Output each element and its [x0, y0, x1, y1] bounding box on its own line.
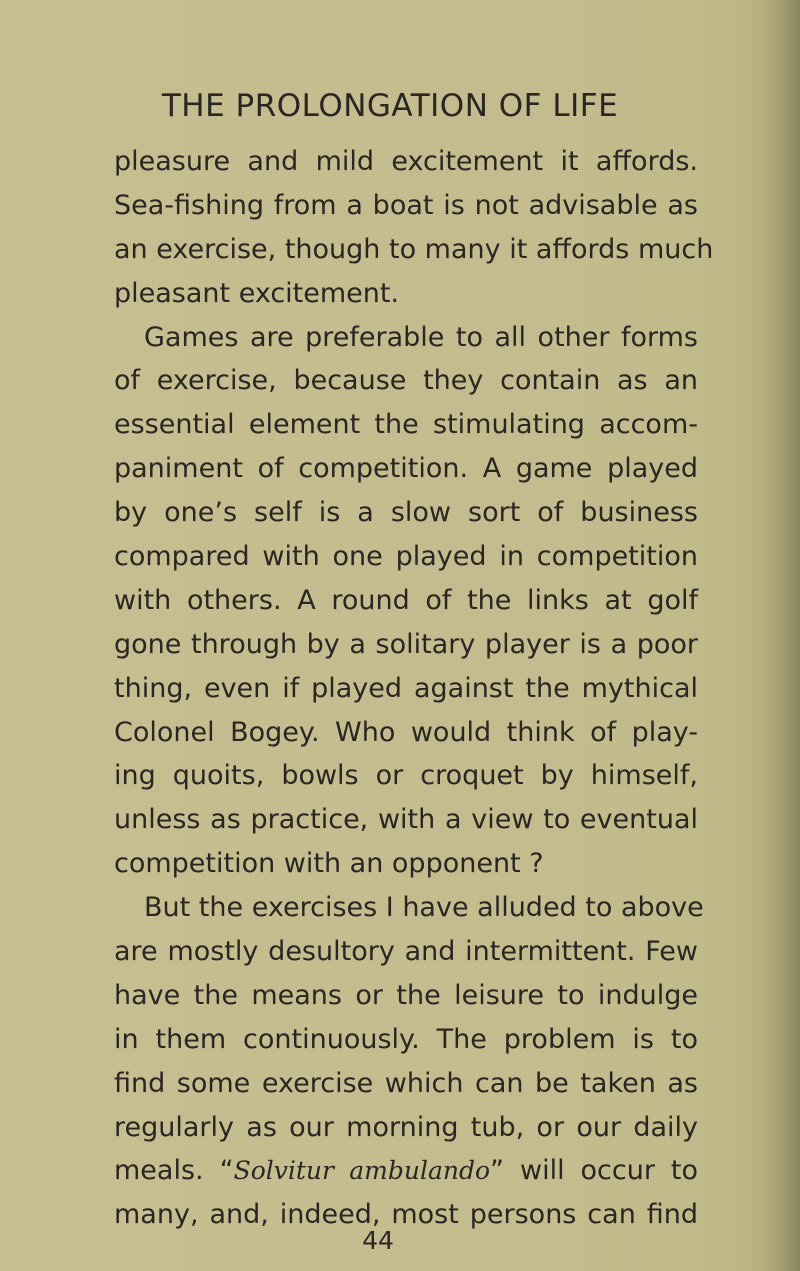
latin-quote: Solvitur ambulando	[233, 1156, 491, 1186]
page-number: 44	[362, 1226, 394, 1255]
text-fragment: meals.	[114, 1155, 204, 1187]
text-line: thing, even if played against the mythical	[114, 672, 698, 704]
text-line: Games are preferable to all other forms	[144, 321, 698, 353]
text-line: Sea-fishing from a boat is not advisable as	[114, 189, 698, 221]
text-line: pleasure and mild excitement it affords.	[114, 146, 698, 177]
text-line: Colonel Bogey. Who would think of play-	[114, 716, 698, 748]
text-line: essential element the stimulating accom-	[114, 409, 698, 441]
text-line: ing quoits, bowls or croquet by himself,	[114, 760, 698, 792]
text-line: compared with one played in competition	[114, 541, 698, 573]
text-line-with-quote	[114, 1149, 698, 1193]
text-line: many, and, indeed, most persons can find	[114, 1199, 698, 1231]
text-line: But the exercises I have alluded to above	[144, 892, 704, 924]
quote-mark: ”	[490, 1155, 505, 1187]
text-line: unless as practice, with a view to eventual	[114, 804, 698, 836]
text-line: pleasant excitement.	[114, 277, 400, 309]
body-text	[114, 140, 714, 1237]
text-fragment: will occur to	[520, 1155, 699, 1187]
text-line: an exercise, though to many it affords much	[114, 233, 714, 265]
text-line: gone through by a solitary player is a poor	[114, 628, 698, 660]
text-line: in them continuously. The problem is to	[114, 1023, 698, 1055]
running-head: THE PROLONGATION OF LIFE	[161, 88, 619, 124]
text-line: paniment of competition. A game played	[114, 453, 698, 485]
text-line: have the means or the leisure to indulge	[114, 979, 698, 1011]
text-line: find some exercise which can be taken as	[114, 1067, 698, 1099]
text-line: are mostly desultory and intermittent. Few	[114, 936, 698, 968]
text-line: regularly as our morning tub, or our daily	[114, 1111, 698, 1143]
text-line: with others. A round of the links at golf	[114, 584, 698, 616]
quote-mark: “	[219, 1155, 234, 1187]
text-line: by one’s self is a slow sort of business	[114, 497, 698, 529]
text-line: competition with an opponent ?	[114, 848, 544, 880]
text-line: of exercise, because they contain as an	[114, 365, 698, 397]
page-edge-shadow	[762, 0, 800, 1271]
